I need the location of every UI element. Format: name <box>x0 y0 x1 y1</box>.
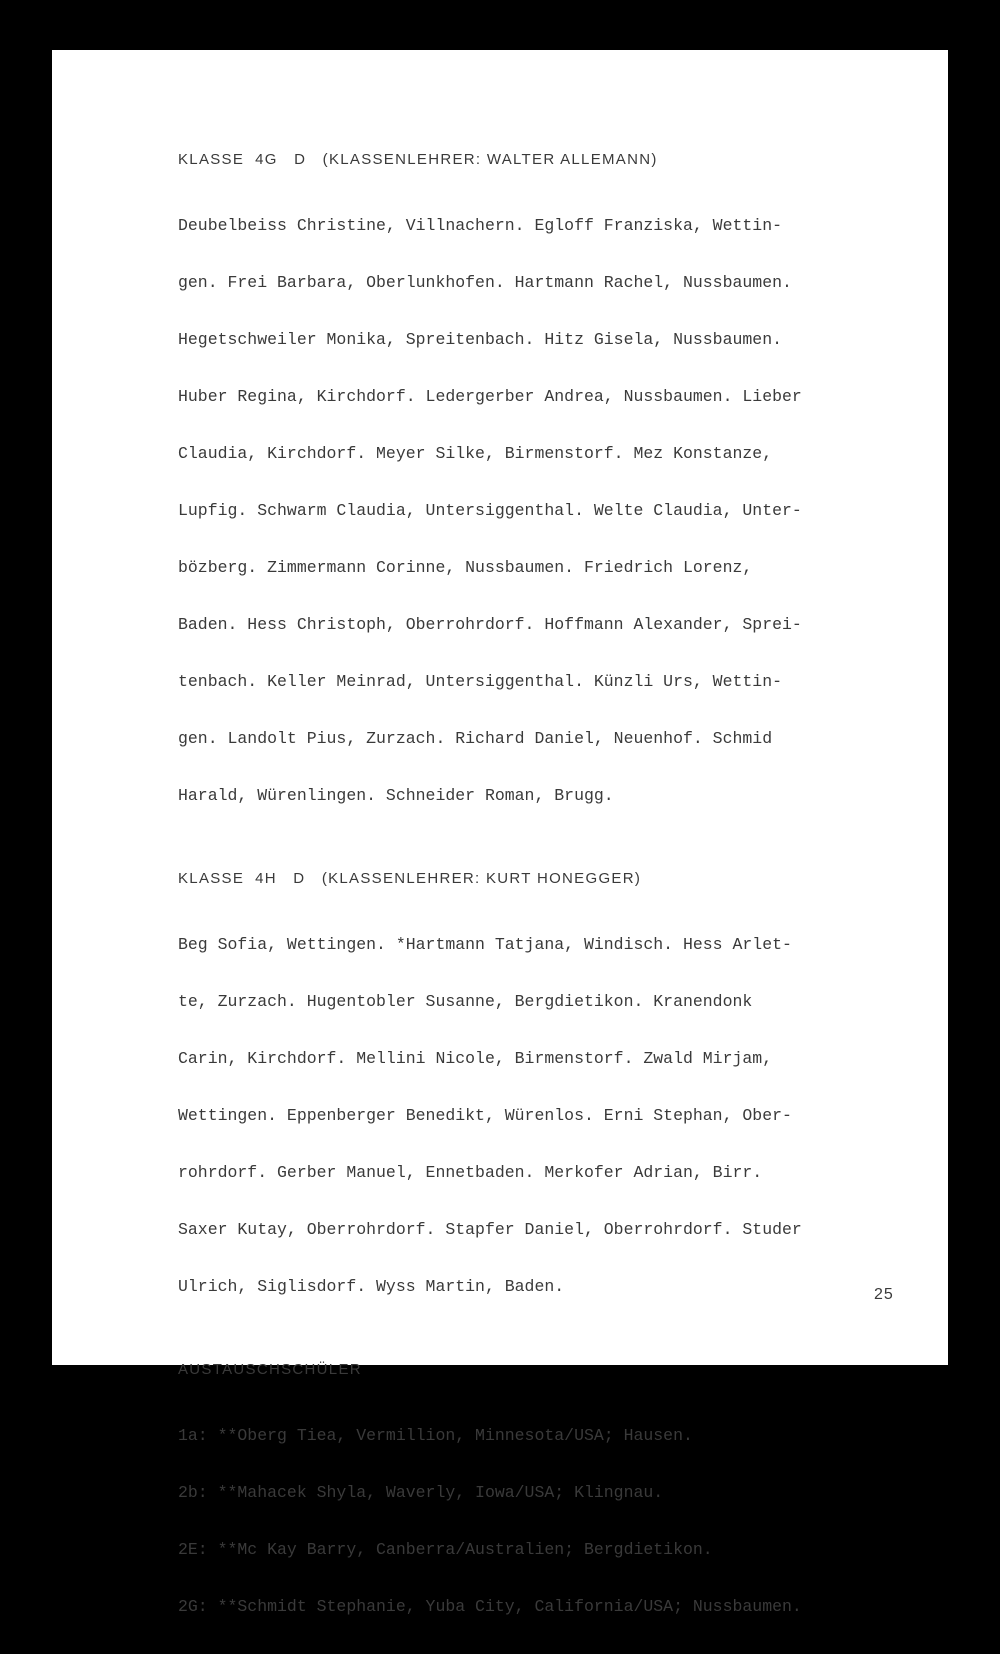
list-item: 1a: **Oberg Tiea, Vermillion, Minnesota/USA; Hausen. <box>178 1426 693 1445</box>
page-number: 25 <box>874 1286 894 1303</box>
class-4g-heading: KLASSE 4G D (KLASSENLEHRER: WALTER ALLEMANN) <box>178 151 658 168</box>
text-line: tenbach. Keller Meinrad, Untersiggenthal. Künzli Urs, Wettin- <box>178 672 782 691</box>
text-line: gen. Frei Barbara, Oberlunkhofen. Hartmann Rachel, Nussbaumen. <box>178 273 792 292</box>
exchange-students-heading: AUSTAUSCHSCHÜLER <box>178 1361 362 1378</box>
text-line: Beg Sofia, Wettingen. *Hartmann Tatjana, Windisch. Hess Arlet- <box>178 935 792 954</box>
text-line: Lupfig. Schwarm Claudia, Untersiggenthal. Welte Claudia, Unter- <box>178 501 802 520</box>
text-line: Wettingen. Eppenberger Benedikt, Würenlos. Erni Stephan, Ober- <box>178 1106 792 1125</box>
class-4g-students <box>178 178 918 843</box>
list-item: 2E: **Mc Kay Barry, Canberra/Australien; Bergdietikon. <box>178 1540 713 1559</box>
class-4h-students <box>178 897 918 1334</box>
text-line: Saxer Kutay, Oberrohrdorf. Stapfer Daniel, Oberrohrdorf. Studer <box>178 1220 802 1239</box>
page-content <box>178 150 918 1654</box>
list-item: 2b: **Mahacek Shyla, Waverly, Iowa/USA; Klingnau. <box>178 1483 664 1502</box>
text-line: Huber Regina, Kirchdorf. Ledergerber Andrea, Nussbaumen. Lieber <box>178 387 802 406</box>
text-line: Ulrich, Siglisdorf. Wyss Martin, Baden. <box>178 1277 565 1296</box>
text-line: Deubelbeiss Christine, Villnachern. Egloff Franziska, Wettin- <box>178 216 782 235</box>
text-line: Baden. Hess Christoph, Oberrohrdorf. Hoffmann Alexander, Sprei- <box>178 615 802 634</box>
text-line: Harald, Würenlingen. Schneider Roman, Brugg. <box>178 786 614 805</box>
text-line: rohrdorf. Gerber Manuel, Ennetbaden. Merkofer Adrian, Birr. <box>178 1163 763 1182</box>
text-line: Hegetschweiler Monika, Spreitenbach. Hitz Gisela, Nussbaumen. <box>178 330 782 349</box>
text-line: Carin, Kirchdorf. Mellini Nicole, Birmenstorf. Zwald Mirjam, <box>178 1049 773 1068</box>
text-line: Claudia, Kirchdorf. Meyer Silke, Birmenstorf. Mez Konstanze, <box>178 444 773 463</box>
text-line: gen. Landolt Pius, Zurzach. Richard Daniel, Neuenhof. Schmid <box>178 729 773 748</box>
text-line: te, Zurzach. Hugentobler Susanne, Bergdietikon. Kranendonk <box>178 992 753 1011</box>
class-4h-heading: KLASSE 4H D (KLASSENLEHRER: KURT HONEGGER) <box>178 870 642 887</box>
document-page <box>52 50 948 1616</box>
list-item: 2G: **Schmidt Stephanie, Yuba City, California/USA; Nussbaumen. <box>178 1597 802 1616</box>
text-line: bözberg. Zimmermann Corinne, Nussbaumen. Friedrich Lorenz, <box>178 558 753 577</box>
exchange-students-list <box>178 1388 918 1654</box>
